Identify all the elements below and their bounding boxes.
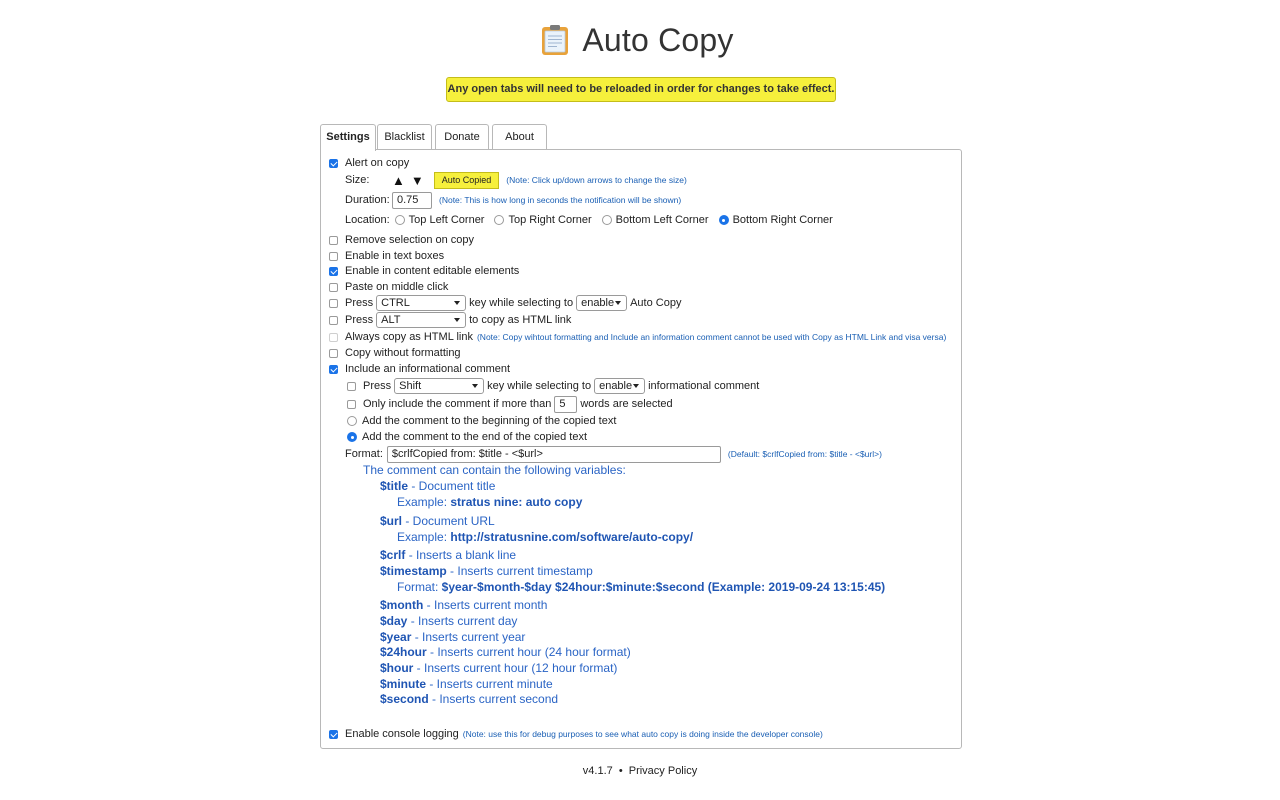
chevron-down-icon bbox=[454, 318, 460, 322]
size-down-icon[interactable]: ▼ bbox=[410, 172, 424, 188]
location-top-left-radio[interactable] bbox=[395, 215, 405, 225]
format-default-note: (Default: $crlfCopied from: $title - <$url>) bbox=[727, 449, 882, 459]
key-comment-row bbox=[347, 377, 759, 395]
var-name: $year bbox=[380, 630, 412, 644]
var-name: $24hour bbox=[380, 645, 427, 659]
var-name: $url bbox=[380, 514, 403, 528]
var-desc: - Inserts a blank line bbox=[405, 548, 517, 562]
alert-preview: Auto Copied bbox=[434, 172, 500, 189]
always-html-note: (Note: Copy wihtout formatting and Include an information comment cannot be used with Copy as HTML Link and visa versa) bbox=[476, 332, 947, 342]
var-name: $month bbox=[380, 598, 424, 612]
var-desc: - Inserts current second bbox=[428, 692, 559, 706]
var-desc: - Inserts current timestamp bbox=[446, 564, 593, 578]
chevron-down-icon bbox=[615, 301, 621, 305]
example-label: Example: bbox=[397, 530, 451, 544]
key-autocopy-action-select[interactable] bbox=[576, 295, 627, 311]
add-end-label: Add the comment to the end of the copied text bbox=[362, 431, 588, 443]
key-autocopy-row bbox=[329, 294, 681, 312]
var-desc: - Inserts current year bbox=[411, 630, 526, 644]
size-up-icon[interactable]: ▲ bbox=[392, 172, 405, 188]
key-html-value: ALT bbox=[381, 314, 401, 326]
key-comment-action-value: enable bbox=[599, 380, 633, 392]
console-logging-checkbox[interactable] bbox=[329, 730, 338, 739]
key-autocopy-action-value: enable bbox=[581, 297, 615, 309]
console-logging-note: (Note: use this for debug purposes to see what auto copy is doing inside the developer console) bbox=[462, 729, 823, 739]
words-selected-label: words are selected bbox=[580, 398, 673, 410]
include-comment-row bbox=[329, 360, 510, 378]
add-end-row bbox=[347, 428, 587, 446]
location-row bbox=[345, 211, 833, 229]
variables-intro: The comment can contain the following variables: bbox=[363, 463, 626, 477]
no-format-checkbox[interactable] bbox=[329, 349, 338, 358]
only-include-checkbox[interactable] bbox=[347, 400, 356, 409]
only-include-row bbox=[347, 395, 673, 413]
content-editable-label: Enable in content editable elements bbox=[345, 265, 520, 277]
no-format-label: Copy without formatting bbox=[345, 347, 461, 359]
middle-click-label: Paste on middle click bbox=[345, 281, 449, 293]
tab-donate[interactable]: Donate bbox=[435, 124, 489, 150]
key-html-select[interactable] bbox=[376, 312, 466, 328]
duration-label: Duration: bbox=[345, 194, 390, 206]
var-month bbox=[380, 598, 547, 612]
add-end-radio[interactable] bbox=[347, 432, 357, 442]
key-autocopy-checkbox[interactable] bbox=[329, 299, 338, 308]
location-bottom-left-radio[interactable] bbox=[602, 215, 612, 225]
key-html-checkbox[interactable] bbox=[329, 316, 338, 325]
key-comment-mid-label: key while selecting to bbox=[487, 380, 592, 392]
var-name: $hour bbox=[380, 661, 414, 675]
format-input[interactable]: $crlfCopied from: $title - <$url> bbox=[387, 446, 721, 463]
tab-blacklist[interactable]: Blacklist bbox=[377, 124, 432, 150]
version-label: v4.1.7 bbox=[582, 765, 613, 777]
app-header bbox=[0, 18, 1280, 62]
press-label: Press bbox=[363, 380, 392, 392]
only-include-label: Only include the comment if more than bbox=[363, 398, 552, 410]
var-title-example bbox=[397, 495, 582, 509]
var-hour bbox=[380, 661, 617, 675]
key-comment-select[interactable] bbox=[394, 378, 484, 394]
reload-notice: Any open tabs will need to be reloaded in order for changes to take effect. bbox=[446, 77, 836, 102]
chevron-down-icon bbox=[472, 384, 478, 388]
include-comment-checkbox[interactable] bbox=[329, 365, 338, 374]
duration-input[interactable]: 0.75 bbox=[392, 192, 432, 209]
var-name: $title bbox=[380, 479, 409, 493]
location-top-left-label: Top Left Corner bbox=[408, 214, 485, 226]
var-desc: - Inserts current hour (24 hour format) bbox=[426, 645, 631, 659]
footer bbox=[0, 765, 1280, 777]
content-editable-checkbox[interactable] bbox=[329, 267, 338, 276]
press-label: Press bbox=[345, 314, 374, 326]
press-label: Press bbox=[345, 297, 374, 309]
key-comment-action-select[interactable] bbox=[594, 378, 645, 394]
always-html-label: Always copy as HTML link bbox=[345, 331, 473, 343]
var-name: $second bbox=[380, 692, 429, 706]
footer-separator: • bbox=[618, 765, 623, 777]
var-day bbox=[380, 614, 517, 628]
example-label: Example: bbox=[397, 495, 451, 509]
var-url-example bbox=[397, 530, 693, 544]
remove-selection-checkbox[interactable] bbox=[329, 236, 338, 245]
var-year bbox=[380, 630, 525, 644]
app-title: Auto Copy bbox=[582, 21, 734, 58]
var-name: $timestamp bbox=[380, 564, 447, 578]
alert-on-copy-checkbox[interactable] bbox=[329, 159, 338, 168]
format-value: $year-$month-$day $24hour:$minute:$second (Example: 2019-09-24 13:15:45) bbox=[441, 580, 886, 594]
var-timestamp bbox=[380, 564, 593, 578]
duration-row bbox=[345, 191, 681, 209]
size-row bbox=[345, 171, 687, 189]
location-bottom-right-label: Bottom Right Corner bbox=[732, 214, 833, 226]
size-note: (Note: Click up/down arrows to change the size) bbox=[506, 175, 687, 185]
var-desc: - Inserts current month bbox=[423, 598, 548, 612]
var-desc: - Inserts current hour (12 hour format) bbox=[413, 661, 618, 675]
remove-selection-label: Remove selection on copy bbox=[345, 234, 475, 246]
chevron-down-icon bbox=[454, 301, 460, 305]
key-autocopy-mid-label: key while selecting to bbox=[469, 297, 574, 309]
key-autocopy-select[interactable] bbox=[376, 295, 466, 311]
var-name: $day bbox=[380, 614, 408, 628]
location-label: Location: bbox=[345, 214, 390, 226]
var-minute bbox=[380, 677, 553, 691]
key-html-end-label: to copy as HTML link bbox=[469, 314, 572, 326]
alert-on-copy-label: Alert on copy bbox=[345, 157, 410, 169]
word-count-input[interactable]: 5 bbox=[554, 396, 577, 413]
var-desc: - Document URL bbox=[402, 514, 495, 528]
middle-click-checkbox[interactable] bbox=[329, 283, 338, 292]
key-html-row bbox=[329, 311, 571, 329]
format-label: Format: bbox=[345, 448, 383, 460]
var-timestamp-format bbox=[397, 580, 885, 594]
var-second bbox=[380, 692, 558, 706]
var-desc: - Inserts current minute bbox=[426, 677, 553, 691]
text-boxes-label: Enable in text boxes bbox=[345, 250, 445, 262]
format-row bbox=[345, 445, 882, 463]
add-beginning-radio[interactable] bbox=[347, 416, 357, 426]
format-label: Format: bbox=[397, 580, 442, 594]
location-bottom-right-radio[interactable] bbox=[719, 215, 729, 225]
key-comment-end-label: informational comment bbox=[648, 380, 760, 392]
location-top-right-label: Top Right Corner bbox=[508, 214, 592, 226]
location-top-right-radio[interactable] bbox=[494, 215, 504, 225]
var-name: $crlf bbox=[380, 548, 406, 562]
clipboard-icon bbox=[540, 24, 570, 56]
alert-on-copy-row bbox=[329, 154, 409, 172]
tab-settings[interactable]: Settings bbox=[320, 124, 376, 151]
include-comment-label: Include an informational comment bbox=[345, 363, 511, 375]
console-logging-label: Enable console logging bbox=[345, 728, 459, 740]
always-html-checkbox[interactable] bbox=[329, 333, 338, 342]
text-boxes-checkbox[interactable] bbox=[329, 252, 338, 261]
console-logging-row bbox=[329, 725, 823, 743]
key-comment-value: Shift bbox=[399, 380, 422, 392]
var-crlf bbox=[380, 548, 516, 562]
tab-about[interactable]: About bbox=[492, 124, 547, 150]
chevron-down-icon bbox=[633, 384, 639, 388]
key-autocopy-end-label: Auto Copy bbox=[630, 297, 682, 309]
var-url bbox=[380, 514, 495, 528]
example-value: http://stratusnine.com/software/auto-copy/ bbox=[450, 530, 694, 544]
add-beginning-label: Add the comment to the beginning of the copied text bbox=[362, 415, 617, 427]
var-desc: - Document title bbox=[408, 479, 496, 493]
size-label: Size: bbox=[345, 174, 370, 186]
privacy-policy-link[interactable]: Privacy Policy bbox=[628, 765, 698, 777]
example-value: stratus nine: auto copy bbox=[450, 495, 583, 509]
var-title bbox=[380, 479, 495, 493]
location-bottom-left-label: Bottom Left Corner bbox=[615, 214, 709, 226]
var-desc: - Inserts current day bbox=[407, 614, 518, 628]
duration-note: (Note: This is how long in seconds the notification will be shown) bbox=[439, 195, 682, 205]
key-autocopy-value: CTRL bbox=[381, 297, 410, 309]
var-name: $minute bbox=[380, 677, 427, 691]
key-comment-checkbox[interactable] bbox=[347, 382, 356, 391]
var-24hour bbox=[380, 645, 631, 659]
